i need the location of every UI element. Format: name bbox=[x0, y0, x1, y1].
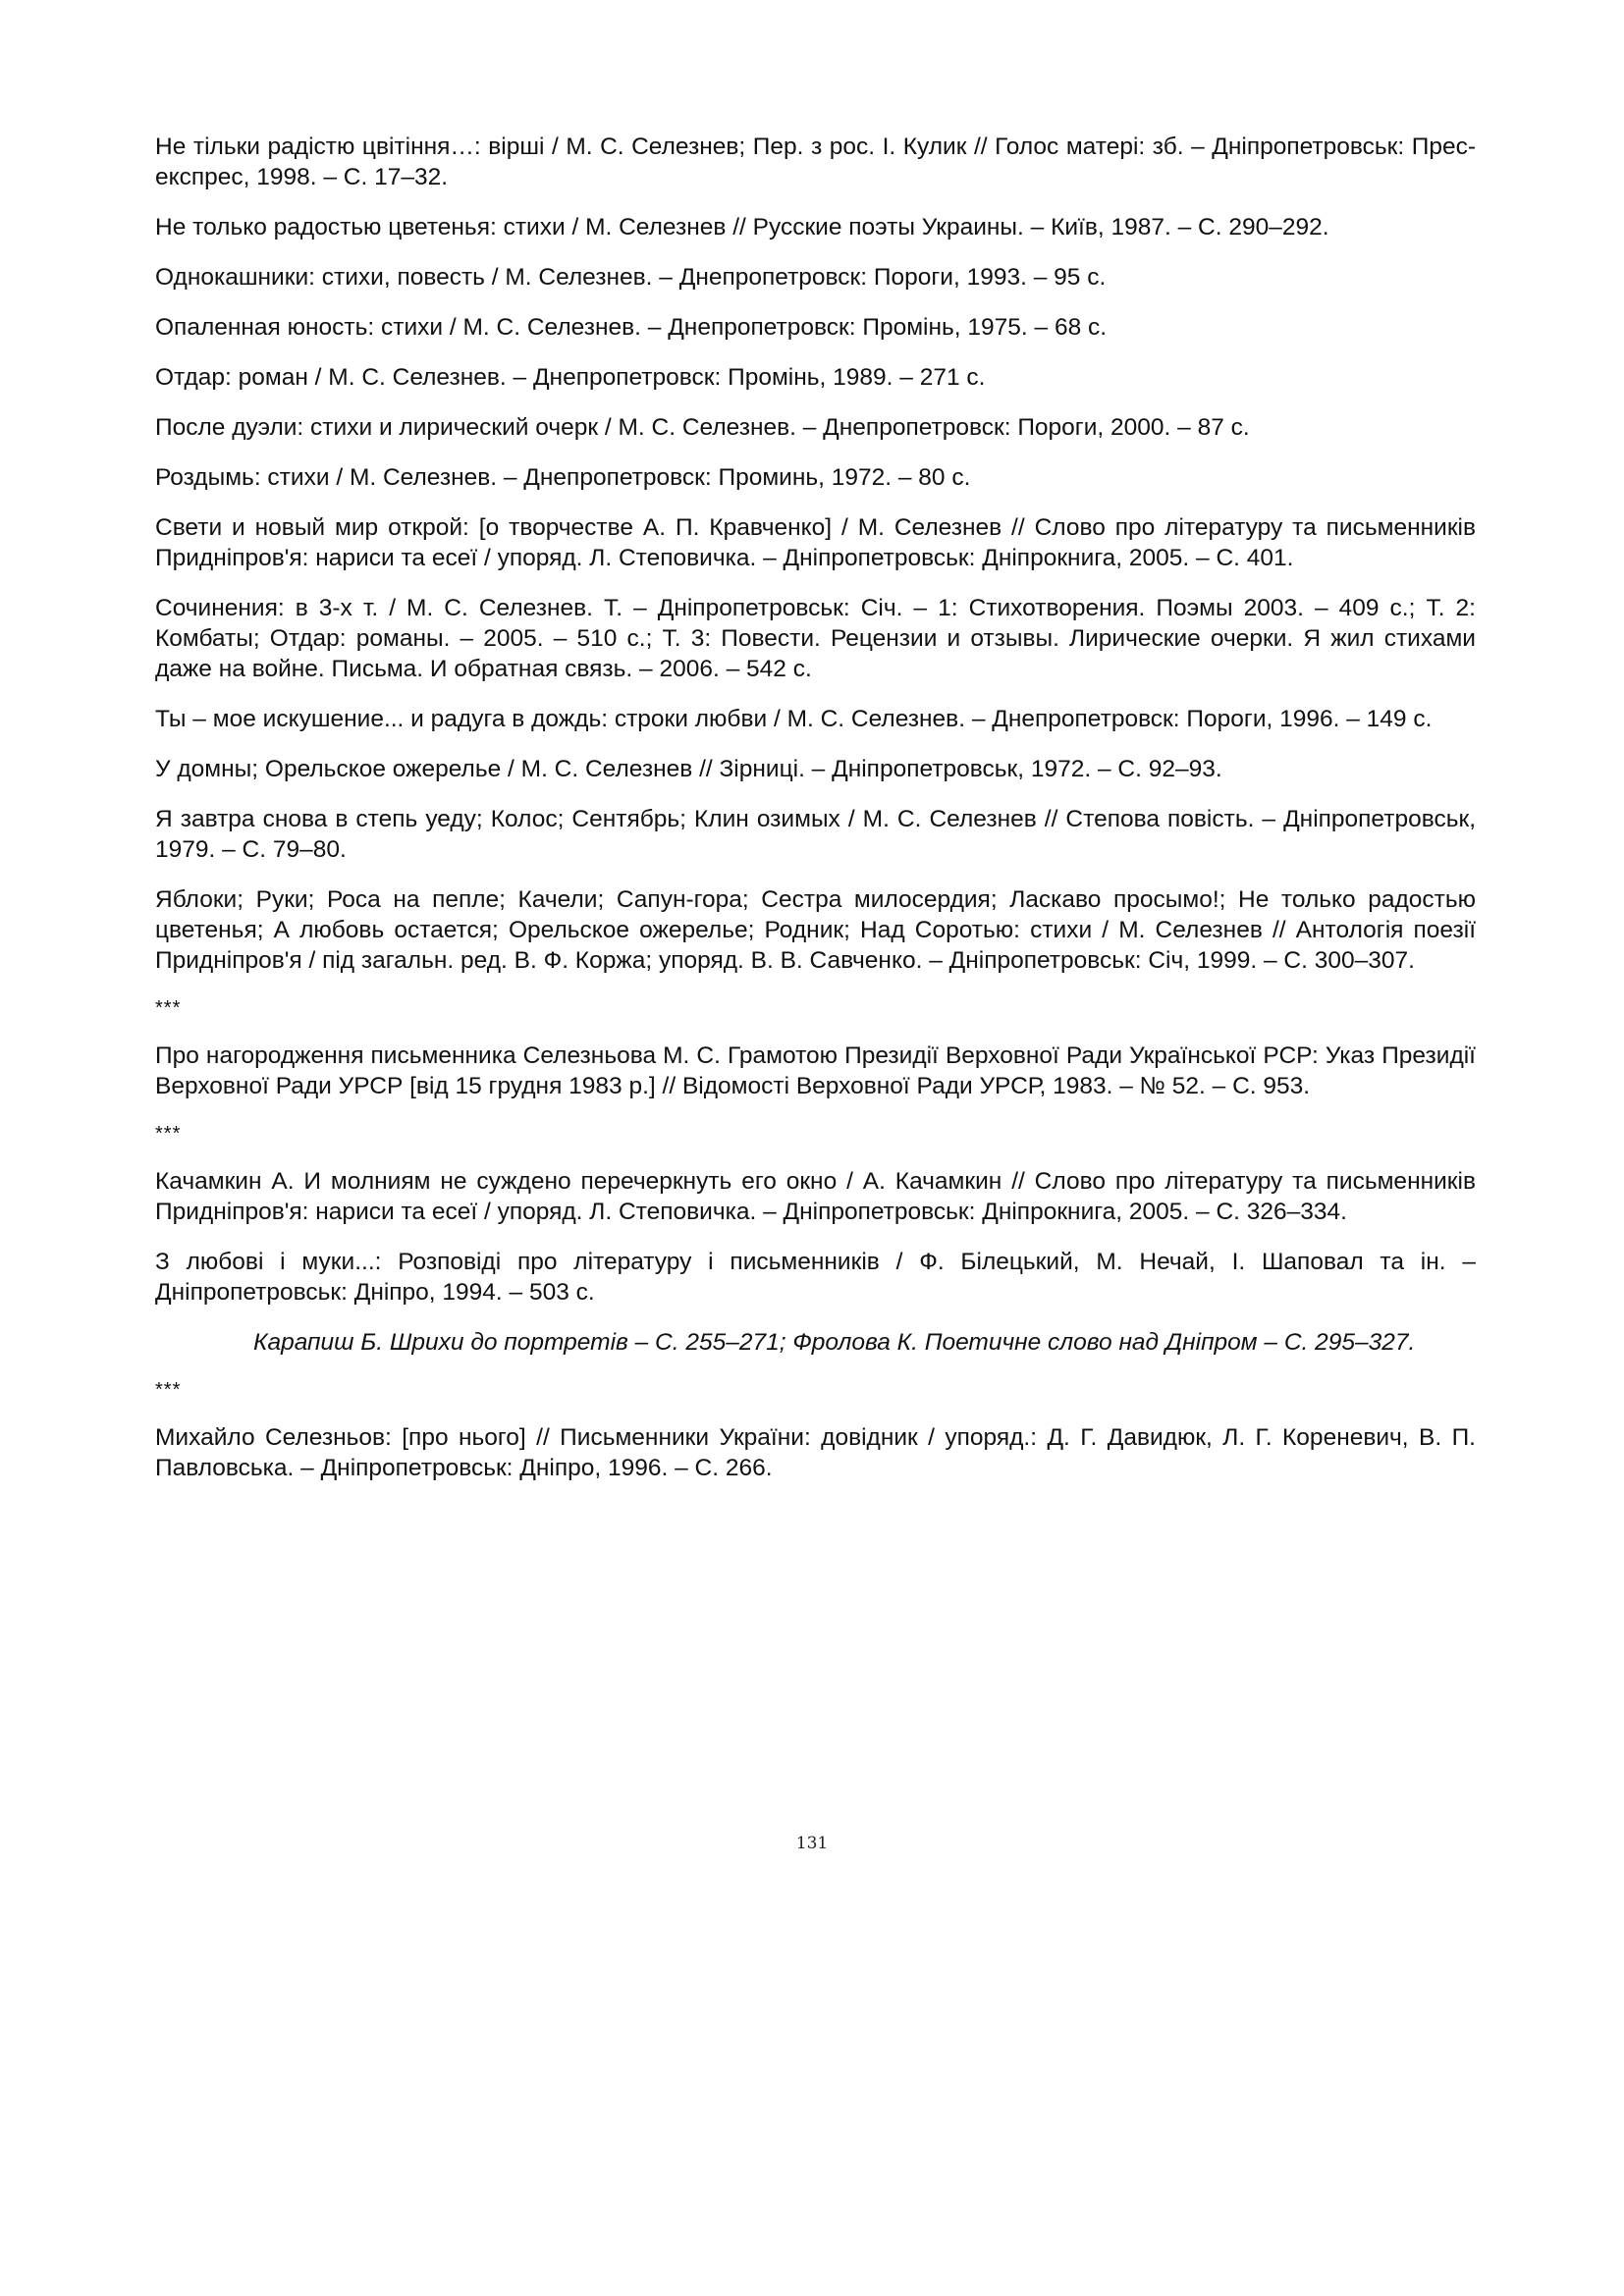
bibliography-entry: Однокашники: стихи, повесть / М. Селезнев. – Днепропетровск: Пороги, 1993. – 95 с. bbox=[155, 264, 1107, 291]
about-entry: Качамкин А. И молниям не суждено перечеркнуть его окно / А. Качамкин // Слово про літературу та письменників Придніпров'я: нариси та есеї / упоряд. Л. Степовичка. – Дніпропетровськ: Дніпрокнига, 2005. – С. 326–334. bbox=[155, 1168, 1476, 1225]
about-entry-note: Карапиш Б. Шрихи до портретів – С. 255–271; Фролова К. Поетичне слово над Дніпром – С. 295–327. bbox=[253, 1329, 1416, 1356]
section-separator: *** bbox=[155, 1379, 182, 1401]
bibliography-entry: После дуэли: стихи и лирический очерк / М. С. Селезнев. – Днепропетровск: Пороги, 2000. – 87 с. bbox=[155, 414, 1250, 441]
bibliography-entry: Роздымь: стихи / М. Селезнев. – Днепропетровск: Проминь, 1972. – 80 с. bbox=[155, 464, 971, 491]
section-separator: *** bbox=[155, 1123, 182, 1145]
bibliography-entry: Отдар: роман / М. С. Селезнев. – Днепропетровск: Промінь, 1989. – 271 с. bbox=[155, 364, 986, 391]
award-entry: Про нагородження письменника Селезньова М. С. Грамотою Президії Верховної Ради Української РСР: Указ Президії Верховної Ради УРСР [від 15 грудня 1983 р.] // Відомості Верховної Ради УРСР, 1983. – № 52. – С. 953. bbox=[155, 1042, 1476, 1099]
bibliography-entry: Яблоки; Руки; Роса на пепле; Качели; Сапун-гора; Сестра милосердия; Ласкаво просымо!; Не только радостью цветенья; А любовь остается; Орельское ожерелье; Родник; Над Соротью: стихи / М. Селезнев // Антологія поезії Придніпров'я / під загальн. ред. В. Ф. Коржа; упоряд. В. В. Савченко. – Дніпропетровськ: Січ, 1999. – С. 300–307. bbox=[155, 886, 1476, 974]
bibliography-page bbox=[155, 132, 1476, 1503]
about-entry: З любові і муки...: Розповіді про літературу і письменників / Ф. Білецький, М. Нечай, І. Шаповал та ін. – Дніпропетровськ: Дніпро, 1994. – 503 с. bbox=[155, 1249, 1476, 1306]
reference-entry: Михайло Селезньов: [про нього] // Письменники України: довідник / упоряд.: Д. Г. Давидюк, Л. Г. Кореневич, В. П. Павловська. – Дніпропетровськ: Дніпро, 1996. – С. 266. bbox=[155, 1424, 1476, 1481]
bibliography-entry: Свети и новый мир открой: [о творчестве А. П. Кравченко] / М. Селезнев // Слово про літературу та письменників Придніпров'я: нариси та есеї / упоряд. Л. Степовичка. – Дніпропетровськ: Дніпрокнига, 2005. – С. 401. bbox=[155, 514, 1476, 571]
bibliography-entry: Сочинения: в 3-х т. / М. С. Селезнев. Т. – Дніпропетровськ: Січ. – 1: Стихотворения. Поэмы 2003. – 409 с.; Т. 2: Комбаты; Отдар: романы. – 2005. – 510 с.; Т. 3: Повести. Рецензии и отзывы. Лирические очерки. Я жил стихами даже на войне. Письма. И обратная связь. – 2006. – 542 с. bbox=[155, 595, 1476, 682]
bibliography-entry: Я завтра снова в степь уеду; Колос; Сентябрь; Клин озимых / М. С. Селезнев // Степова повість. – Дніпропетровськ, 1979. – С. 79–80. bbox=[155, 806, 1476, 863]
bibliography-entry: Опаленная юность: стихи / М. С. Селезнев. – Днепропетровск: Промінь, 1975. – 68 с. bbox=[155, 314, 1108, 341]
bibliography-entry: У домны; Орельское ожерелье / М. С. Селезнев // Зірниці. – Дніпропетровськ, 1972. – С. 92–93. bbox=[155, 756, 1222, 782]
page-number: 131 bbox=[795, 1834, 829, 1853]
section-separator: *** bbox=[155, 997, 182, 1019]
bibliography-entry: Не тільки радістю цвітіння…: вірші / М. С. Селезнев; Пер. з рос. І. Кулик // Голос матері: зб. – Дніпропетровськ: Прес-експрес, 1998. – С. 17–32. bbox=[155, 133, 1476, 190]
bibliography-entry: Ты – мое искушение... и радуга в дождь: строки любви / М. С. Селезнев. – Днепропетровск: Пороги, 1996. – 149 с. bbox=[155, 706, 1433, 732]
bibliography-entry: Не только радостью цветенья: стихи / М. Селезнев // Русские поэты Украины. – Київ, 1987. – С. 290–292. bbox=[155, 214, 1329, 240]
